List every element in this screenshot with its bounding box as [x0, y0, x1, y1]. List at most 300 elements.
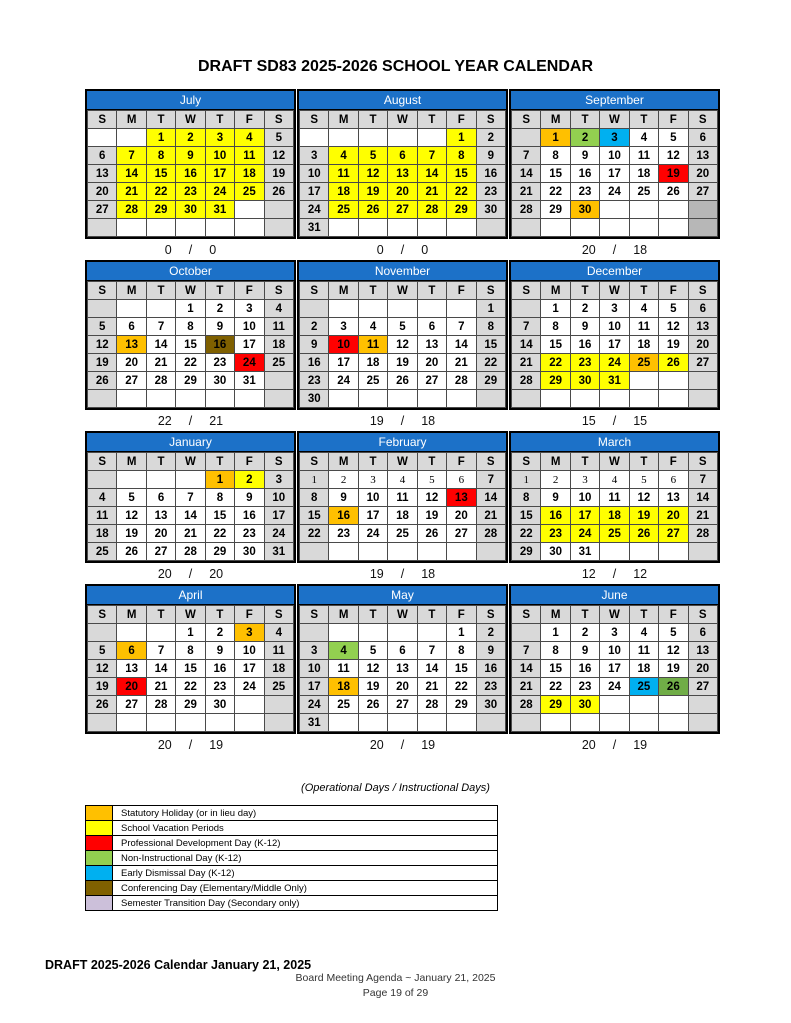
instructional-days: 20: [209, 566, 224, 581]
operational-days: 22: [157, 413, 172, 428]
day-header-cell: T: [205, 282, 234, 300]
empty-cell: [117, 390, 146, 408]
day-cell: 19: [88, 678, 117, 696]
day-header-row: [512, 111, 718, 129]
day-cell: 17: [300, 678, 329, 696]
day-header-cell: T: [205, 606, 234, 624]
empty-cell: [541, 219, 570, 237]
day-cell: 4: [235, 129, 264, 147]
day-cell: 14: [447, 336, 476, 354]
day-header-cell: W: [388, 282, 417, 300]
day-cell: 24: [600, 678, 629, 696]
day-cell: 17: [329, 354, 358, 372]
empty-cell: [629, 219, 658, 237]
totals-separator: /: [400, 737, 405, 752]
day-cell: 2: [205, 624, 234, 642]
day-cell: 10: [600, 147, 629, 165]
day-cell: 14: [512, 660, 541, 678]
day-header-row: [88, 111, 294, 129]
day-header-cell: T: [146, 111, 175, 129]
operational-days: 20: [581, 242, 596, 257]
empty-cell: [146, 471, 175, 489]
day-cell: 8: [541, 147, 570, 165]
day-cell: 17: [205, 165, 234, 183]
day-cell: 22: [541, 678, 570, 696]
day-cell: 6: [117, 318, 146, 336]
day-cell: 19: [117, 525, 146, 543]
week-row: [300, 543, 506, 561]
day-cell: 1: [205, 471, 234, 489]
day-cell: 17: [300, 183, 329, 201]
totals-separator: /: [612, 242, 617, 257]
day-cell: 31: [300, 219, 329, 237]
empty-cell: [388, 624, 417, 642]
day-cell: 12: [358, 660, 387, 678]
day-cell: 1: [541, 300, 570, 318]
empty-cell: [117, 471, 146, 489]
month-totals: [297, 563, 508, 584]
day-cell: 20: [659, 507, 688, 525]
legend-label: School Vacation Periods: [113, 821, 498, 836]
day-cell: 16: [570, 660, 599, 678]
day-cell: 9: [570, 318, 599, 336]
empty-cell: [629, 390, 658, 408]
day-cell: 23: [329, 525, 358, 543]
day-cell: 3: [205, 129, 234, 147]
legend-swatch: [86, 851, 113, 866]
month-august: [297, 89, 508, 260]
week-row: [300, 714, 506, 732]
empty-cell: [176, 390, 205, 408]
day-cell: 10: [264, 489, 293, 507]
empty-cell: [117, 219, 146, 237]
month-february: [297, 431, 508, 584]
day-cell: 25: [388, 525, 417, 543]
empty-cell: [659, 543, 688, 561]
instructional-days: 18: [421, 566, 436, 581]
day-cell: 15: [146, 165, 175, 183]
month-title: November: [299, 262, 506, 281]
day-cell: 3: [329, 318, 358, 336]
empty-cell: [329, 714, 358, 732]
day-cell: 21: [512, 183, 541, 201]
day-cell: 29: [447, 201, 476, 219]
empty-cell: [88, 300, 117, 318]
totals-separator: /: [188, 566, 193, 581]
day-cell: 23: [205, 678, 234, 696]
day-cell: 15: [541, 660, 570, 678]
operational-days: 20: [369, 737, 384, 752]
empty-cell: [629, 696, 658, 714]
day-cell: 30: [570, 201, 599, 219]
month-totals: [509, 734, 720, 755]
empty-cell: [358, 129, 387, 147]
day-cell: 25: [88, 543, 117, 561]
day-header-cell: W: [176, 111, 205, 129]
day-cell: 30: [541, 543, 570, 561]
day-cell: 4: [329, 642, 358, 660]
day-cell: 20: [88, 183, 117, 201]
empty-cell: [358, 219, 387, 237]
empty-cell: [476, 219, 505, 237]
day-cell: 19: [88, 354, 117, 372]
day-cell: 12: [659, 642, 688, 660]
operational-days: 12: [581, 566, 596, 581]
day-cell: 26: [629, 525, 658, 543]
day-header-cell: T: [629, 282, 658, 300]
day-cell: 28: [688, 525, 717, 543]
day-cell: 21: [476, 507, 505, 525]
operational-days: 20: [581, 737, 596, 752]
day-header-cell: T: [146, 453, 175, 471]
week-row: [512, 525, 718, 543]
legend-label: Statutory Holiday (or in lieu day): [113, 806, 498, 821]
day-cell: 12: [417, 489, 446, 507]
day-cell: 16: [476, 660, 505, 678]
empty-cell: [205, 390, 234, 408]
day-cell: 18: [358, 354, 387, 372]
day-cell: 29: [176, 696, 205, 714]
day-cell: 21: [512, 354, 541, 372]
day-cell: 28: [417, 201, 446, 219]
day-header-cell: S: [300, 111, 329, 129]
week-row: [88, 642, 294, 660]
day-cell: 5: [117, 489, 146, 507]
day-cell: 9: [300, 336, 329, 354]
legend-swatch: [86, 806, 113, 821]
day-cell: 19: [358, 678, 387, 696]
empty-cell: [300, 543, 329, 561]
week-row: [88, 201, 294, 219]
empty-cell: [629, 372, 658, 390]
instructional-days: 18: [633, 242, 648, 257]
month-box: [509, 89, 720, 239]
empty-cell: [235, 201, 264, 219]
empty-cell: [329, 543, 358, 561]
day-cell: 28: [512, 696, 541, 714]
empty-cell: [447, 543, 476, 561]
day-cell: 28: [176, 543, 205, 561]
day-cell: 23: [476, 183, 505, 201]
month-march: [509, 431, 720, 584]
day-cell: 22: [205, 525, 234, 543]
day-cell: 1: [447, 624, 476, 642]
day-cell: 13: [146, 507, 175, 525]
empty-cell: [388, 543, 417, 561]
month-totals: [297, 239, 508, 260]
day-header-cell: S: [688, 282, 717, 300]
day-cell: 1: [146, 129, 175, 147]
day-cell: 13: [688, 642, 717, 660]
day-cell: 6: [688, 129, 717, 147]
month-november: [297, 260, 508, 431]
day-header-cell: W: [600, 606, 629, 624]
week-row: [300, 660, 506, 678]
day-header-cell: M: [329, 111, 358, 129]
month-title: August: [299, 91, 506, 110]
empty-cell: [388, 129, 417, 147]
day-cell: 12: [117, 507, 146, 525]
day-cell: 22: [176, 678, 205, 696]
week-row: [300, 525, 506, 543]
day-cell: 24: [300, 696, 329, 714]
footer-agenda-line: Board Meeting Agenda ~ January 21, 2025: [295, 972, 496, 984]
day-cell: 16: [541, 507, 570, 525]
empty-cell: [476, 543, 505, 561]
week-row: [88, 489, 294, 507]
month-july: [85, 89, 296, 260]
day-cell: 18: [600, 507, 629, 525]
operational-days: 15: [581, 413, 596, 428]
day-cell: 18: [629, 336, 658, 354]
day-cell: 24: [600, 183, 629, 201]
instructional-days: 21: [209, 413, 224, 428]
month-totals: [85, 239, 296, 260]
day-cell: 12: [88, 336, 117, 354]
day-cell: 26: [659, 354, 688, 372]
day-cell: 16: [570, 165, 599, 183]
week-row: [88, 696, 294, 714]
legend-label: Conferencing Day (Elementary/Middle Only): [113, 881, 498, 896]
day-cell: 12: [629, 489, 658, 507]
day-cell: 1: [300, 471, 329, 489]
month-title: March: [511, 433, 718, 452]
day-cell: 30: [476, 201, 505, 219]
legend-swatch: [86, 836, 113, 851]
day-header-cell: W: [388, 111, 417, 129]
day-header-cell: T: [205, 453, 234, 471]
day-cell: 6: [146, 489, 175, 507]
day-header-cell: M: [117, 111, 146, 129]
totals-separator: /: [612, 413, 617, 428]
day-cell: 27: [117, 696, 146, 714]
week-row: [512, 183, 718, 201]
month-box: [297, 89, 508, 239]
week-row: [300, 219, 506, 237]
empty-cell: [117, 624, 146, 642]
month-totals: [85, 410, 296, 431]
day-cell: 19: [629, 507, 658, 525]
day-cell: 22: [146, 183, 175, 201]
empty-cell: [476, 714, 505, 732]
empty-cell: [688, 219, 717, 237]
week-row: [512, 129, 718, 147]
empty-cell: [688, 714, 717, 732]
day-cell: 26: [117, 543, 146, 561]
week-row: [512, 624, 718, 642]
day-cell: 20: [688, 660, 717, 678]
day-cell: 14: [512, 165, 541, 183]
footer-page-number: Page 19 of 29: [362, 987, 429, 999]
empty-cell: [88, 471, 117, 489]
week-row: [512, 318, 718, 336]
week-row: [512, 201, 718, 219]
day-cell: 9: [205, 318, 234, 336]
day-header-cell: T: [570, 453, 599, 471]
day-cell: 15: [300, 507, 329, 525]
day-cell: 22: [541, 354, 570, 372]
instructional-days: 15: [633, 413, 648, 428]
day-cell: 7: [417, 642, 446, 660]
empty-cell: [600, 390, 629, 408]
day-cell: 4: [88, 489, 117, 507]
empty-cell: [146, 390, 175, 408]
month-title: December: [511, 262, 718, 281]
day-cell: 20: [117, 354, 146, 372]
day-cell: 30: [300, 390, 329, 408]
day-cell: 21: [417, 183, 446, 201]
day-cell: 10: [600, 642, 629, 660]
day-cell: 6: [117, 642, 146, 660]
day-cell: 2: [570, 624, 599, 642]
day-header-cell: F: [447, 111, 476, 129]
empty-cell: [512, 300, 541, 318]
day-cell: 24: [600, 354, 629, 372]
month-april: [85, 584, 296, 755]
empty-cell: [600, 543, 629, 561]
operational-days: 20: [157, 566, 172, 581]
day-header-cell: T: [358, 111, 387, 129]
month-title: May: [299, 586, 506, 605]
day-cell: 15: [541, 336, 570, 354]
day-cell: 1: [176, 300, 205, 318]
day-cell: 25: [600, 525, 629, 543]
month-box: [85, 584, 296, 734]
day-cell: 15: [176, 660, 205, 678]
empty-cell: [600, 201, 629, 219]
day-header-cell: W: [176, 453, 205, 471]
empty-cell: [176, 714, 205, 732]
day-cell: 30: [205, 372, 234, 390]
empty-cell: [600, 696, 629, 714]
day-cell: 7: [176, 489, 205, 507]
day-cell: 3: [300, 642, 329, 660]
day-cell: 19: [659, 165, 688, 183]
day-header-cell: S: [88, 453, 117, 471]
day-cell: 5: [88, 318, 117, 336]
day-cell: 27: [659, 525, 688, 543]
day-cell: 23: [570, 183, 599, 201]
day-header-row: [300, 453, 506, 471]
day-cell: 21: [117, 183, 146, 201]
month-box: [509, 260, 720, 410]
day-cell: 18: [88, 525, 117, 543]
day-cell: 22: [447, 678, 476, 696]
day-cell: 16: [235, 507, 264, 525]
day-cell: 27: [447, 525, 476, 543]
day-cell: 3: [264, 471, 293, 489]
empty-cell: [447, 219, 476, 237]
operational-days: 19: [369, 413, 384, 428]
day-cell: 24: [300, 201, 329, 219]
day-header-cell: T: [570, 606, 599, 624]
week-row: [512, 489, 718, 507]
day-header-cell: T: [570, 111, 599, 129]
empty-cell: [329, 129, 358, 147]
day-cell: 6: [417, 318, 446, 336]
week-row: [88, 507, 294, 525]
empty-cell: [235, 714, 264, 732]
week-row: [88, 390, 294, 408]
empty-cell: [417, 390, 446, 408]
empty-cell: [146, 219, 175, 237]
day-cell: 25: [235, 183, 264, 201]
day-cell: 15: [447, 660, 476, 678]
empty-cell: [476, 390, 505, 408]
day-header-row: [300, 606, 506, 624]
day-header-cell: S: [476, 606, 505, 624]
day-cell: 10: [570, 489, 599, 507]
empty-cell: [570, 219, 599, 237]
week-row: [300, 390, 506, 408]
day-cell: 15: [176, 336, 205, 354]
day-cell: 7: [476, 471, 505, 489]
month-box: [509, 584, 720, 734]
week-row: [512, 642, 718, 660]
day-cell: 5: [358, 642, 387, 660]
day-cell: 8: [176, 642, 205, 660]
empty-cell: [358, 543, 387, 561]
day-cell: 2: [329, 471, 358, 489]
empty-cell: [388, 390, 417, 408]
day-cell: 13: [117, 660, 146, 678]
day-cell: 30: [570, 696, 599, 714]
day-cell: 13: [688, 318, 717, 336]
week-row: [512, 390, 718, 408]
day-cell: 29: [541, 372, 570, 390]
day-header-cell: S: [264, 282, 293, 300]
empty-cell: [88, 390, 117, 408]
empty-cell: [358, 300, 387, 318]
day-cell: 3: [300, 147, 329, 165]
day-cell: 28: [117, 201, 146, 219]
day-cell: 7: [447, 318, 476, 336]
day-cell: 9: [176, 147, 205, 165]
month-june: [509, 584, 720, 755]
day-header-cell: F: [659, 453, 688, 471]
legend: [85, 805, 498, 911]
day-cell: 7: [417, 147, 446, 165]
empty-cell: [600, 714, 629, 732]
day-cell: 25: [329, 696, 358, 714]
day-cell: 9: [476, 642, 505, 660]
day-cell: 13: [388, 660, 417, 678]
day-header-cell: S: [300, 282, 329, 300]
day-cell: 11: [629, 147, 658, 165]
empty-cell: [629, 543, 658, 561]
day-cell: 27: [88, 201, 117, 219]
day-cell: 12: [88, 660, 117, 678]
empty-cell: [264, 219, 293, 237]
empty-cell: [329, 219, 358, 237]
totals-separator: /: [400, 413, 405, 428]
day-header-cell: S: [476, 453, 505, 471]
day-cell: 2: [205, 300, 234, 318]
month-box: [297, 260, 508, 410]
day-cell: 13: [447, 489, 476, 507]
day-cell: 13: [88, 165, 117, 183]
day-cell: 27: [688, 678, 717, 696]
week-row: [300, 489, 506, 507]
empty-cell: [235, 696, 264, 714]
day-cell: 21: [688, 507, 717, 525]
day-cell: 17: [600, 165, 629, 183]
empty-cell: [176, 219, 205, 237]
totals-separator: /: [400, 242, 405, 257]
day-cell: 4: [329, 147, 358, 165]
page-title: DRAFT SD83 2025-2026 SCHOOL YEAR CALENDAR: [197, 58, 594, 75]
day-cell: 4: [264, 300, 293, 318]
